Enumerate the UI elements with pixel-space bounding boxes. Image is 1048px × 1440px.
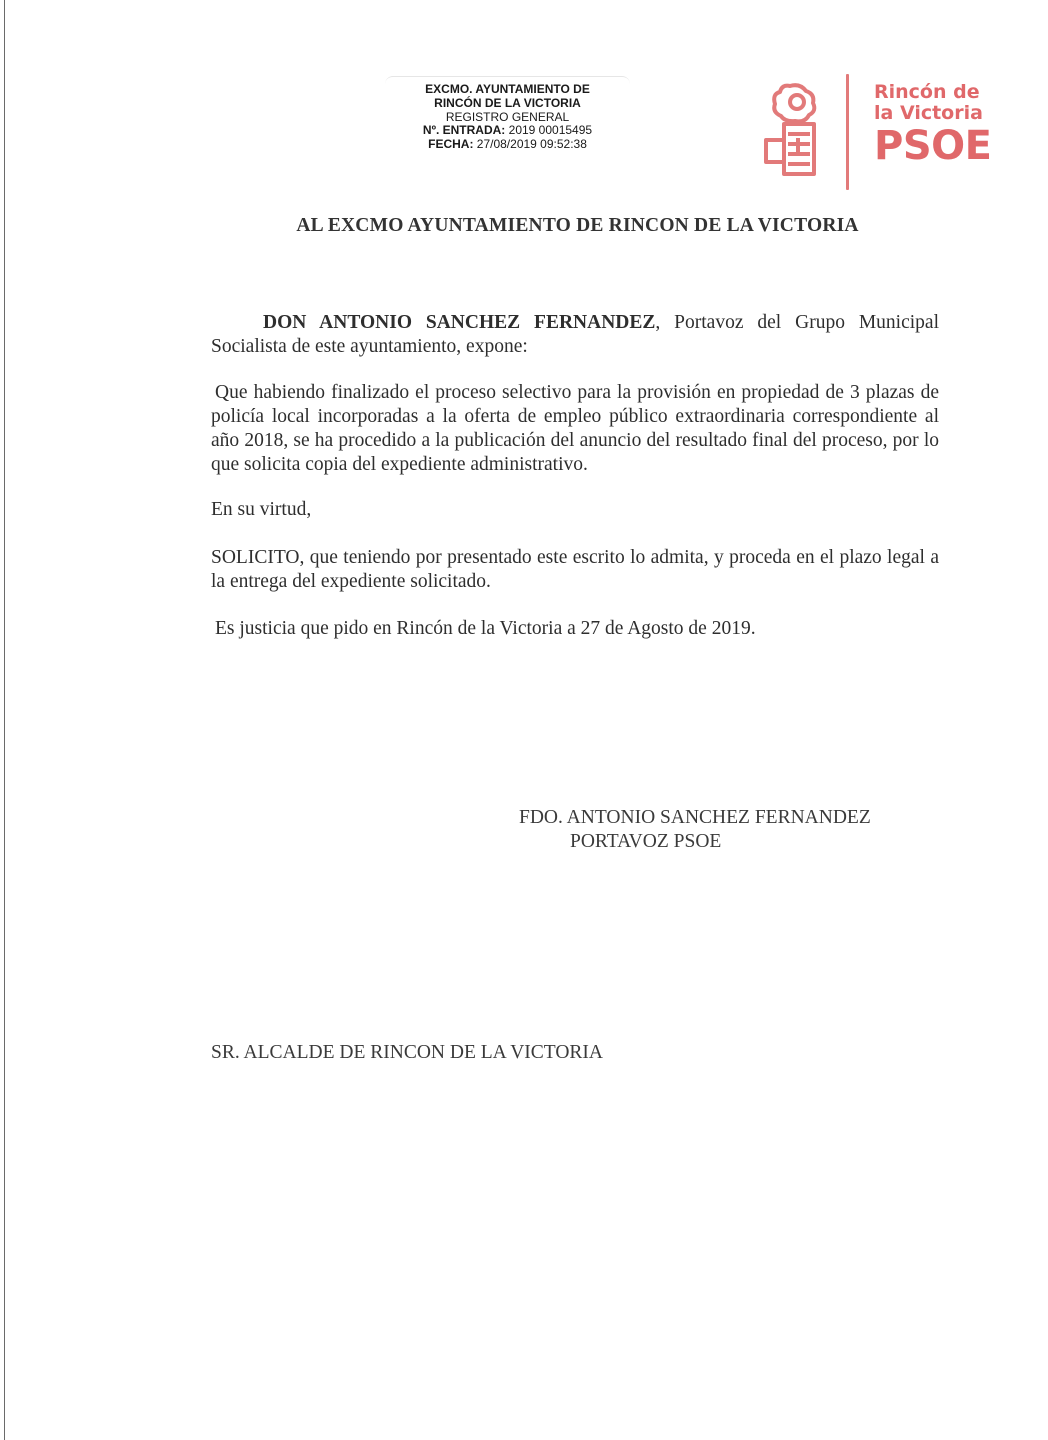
signature-name: FDO. ANTONIO SANCHEZ FERNANDEZ <box>519 807 871 828</box>
transition-paragraph: En su virtud, <box>211 499 312 520</box>
stamp-date <box>385 138 630 152</box>
signature-block <box>519 806 871 854</box>
body-paragraph: Que habiendo finalizado el proceso selectivo para la provisión en propiedad de 3 plazas de policía local incorporadas a la oferta de empleo público extraordinaria correspondiente al año 2018, se ha procedido a la publicación del anuncio del resultado final del proceso, por lo que solicita copia del expediente administrativo. <box>211 382 939 475</box>
stamp-date-value: 27/08/2019 09:52:38 <box>476 137 587 152</box>
stamp-line-2: RINCÓN DE LA VICTORIA <box>434 95 581 110</box>
request-paragraph: SOLICITO, que teniendo por presentado este escrito lo admita, y proceda en el plazo legal a la entrega del expediente solicitado. <box>211 547 939 592</box>
intro-paragraph <box>211 311 939 359</box>
addressee: SR. ALCALDE DE RINCON DE LA VICTORIA <box>211 1042 603 1063</box>
stamp-entry <box>385 124 630 138</box>
logo-text <box>874 82 991 168</box>
intro-rest: , Portavoz del Grupo Municipal Socialista de este ayuntamiento, expone: <box>211 312 939 357</box>
logo-line-2: la Victoria <box>874 102 983 124</box>
stamp-line-3: REGISTRO GENERAL <box>445 109 570 124</box>
logo-line-3: PSOE <box>874 123 992 169</box>
psoe-logo <box>760 74 1000 194</box>
signature-role: PORTAVOZ PSOE <box>570 831 722 852</box>
stamp-entry-label: Nº. ENTRADA: <box>422 123 506 138</box>
petitioner-name: DON ANTONIO SANCHEZ FERNANDEZ <box>263 312 656 333</box>
stamp-date-label: FECHA: <box>428 137 474 152</box>
document-title: AL EXCMO AYUNTAMIENTO DE RINCON DE LA VICTORIA <box>296 215 859 236</box>
registry-stamp <box>385 76 630 166</box>
stamp-line-1: EXCMO. AYUNTAMIENTO DE <box>425 82 590 96</box>
logo-divider <box>846 74 849 190</box>
psoe-fist-rose-icon <box>762 80 832 180</box>
closing-paragraph: Es justicia que pido en Rincón de la Victoria a 27 de Agosto de 2019. <box>215 618 756 639</box>
logo-line-1: Rincón de <box>874 81 980 103</box>
stamp-entry-value: 2019 00015495 <box>508 123 593 138</box>
